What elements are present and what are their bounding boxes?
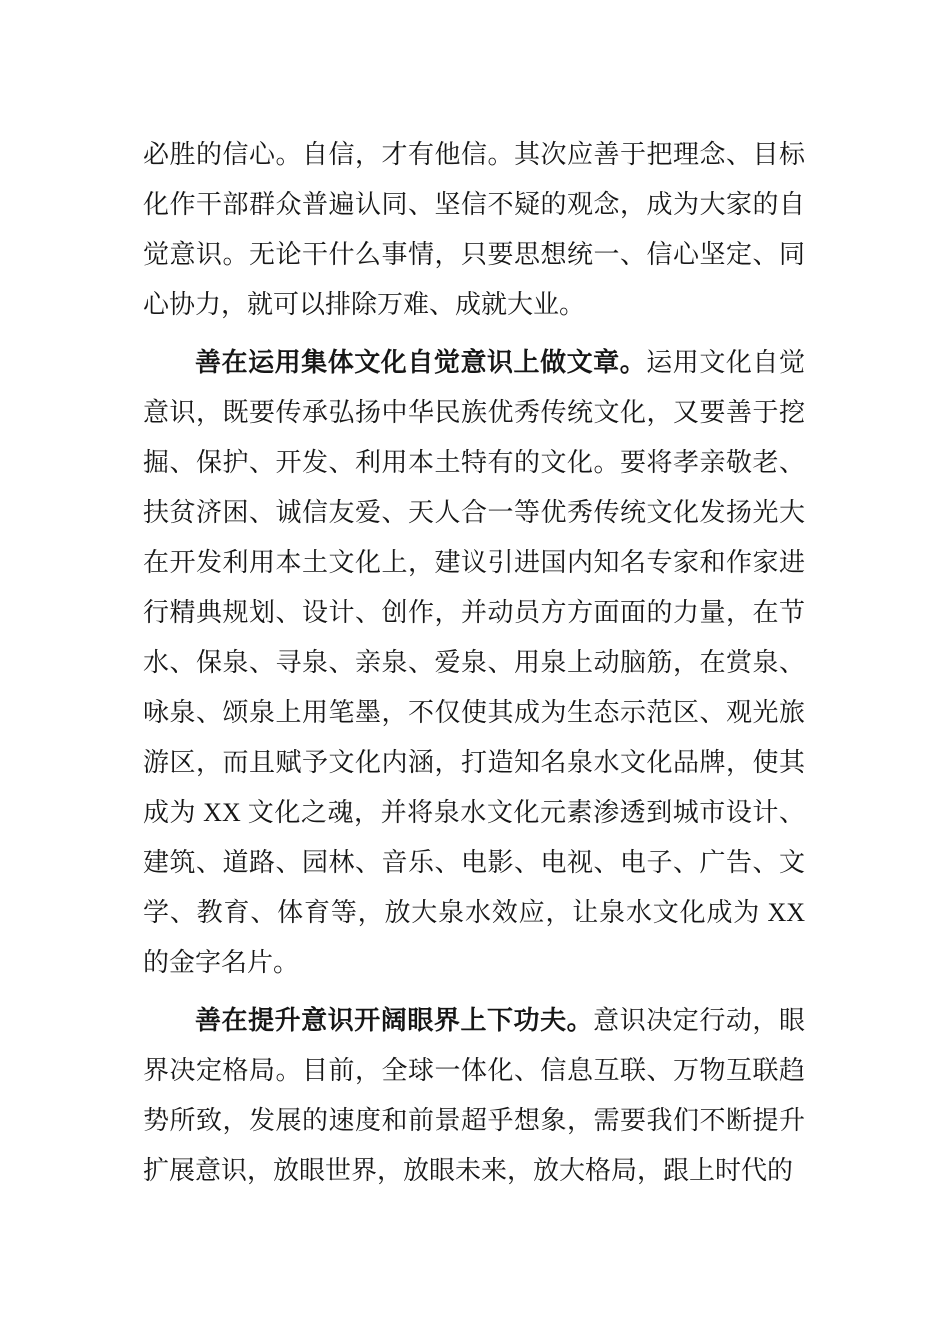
document-text-body (143, 130, 805, 1204)
paragraph-bold-lead: 善在提升意识开阔眼界上下功夫。 (195, 1006, 594, 1035)
paragraph-culture-awareness (143, 338, 805, 988)
paragraph-text: 运用文化自觉意识，既要传承弘扬中华民族优秀传统文化，又要善于挖掘、保护、开发、利用本土特有的文化。要将孝亲敬老、扶贫济困、诚信友爱、天人合一等优秀传统文化发扬光大在开发利用本土文化上，建议引进国内知名专家和作家进行精典规划、设计、创作，并动员方方面面的力量，在节水、保泉、寻泉、亲泉、爱泉、用泉上动脑筋，在赏泉、咏泉、颂泉上用笔墨，不仅使其成为生态示范区、观光旅游区，而且赋予文化内涵，打造知名泉水文化品牌，使其成为 XX 文化之魂，并将泉水文化元素渗透到城市设计、建筑、道路、园林、音乐、电影、电视、电子、广告、文学、教育、体育等，放大泉水效应，让泉水文化成为 XX 的金字名片。 (143, 348, 805, 977)
paragraph-text: 意识决定行动，眼界决定格局。目前，全球一体化、信息互联、万物互联趋势所致，发展的速度和前景超乎想象，需要我们不断提升扩展意识，放眼世界，放眼未来，放大格局，跟上时代的 (143, 1006, 805, 1185)
paragraph-text: 必胜的信心。自信，才有他信。其次应善于把理念、目标化作干部群众普遍认同、坚信不疑的观念，成为大家的自觉意识。无论干什么事情，只要思想统一、信心坚定、同心协力，就可以排除万难、成就大业。 (143, 140, 805, 319)
paragraph-bold-lead: 善在运用集体文化自觉意识上做文章。 (195, 348, 647, 377)
paragraph-broaden-horizons (143, 996, 805, 1196)
paragraph-continuation (143, 130, 805, 330)
